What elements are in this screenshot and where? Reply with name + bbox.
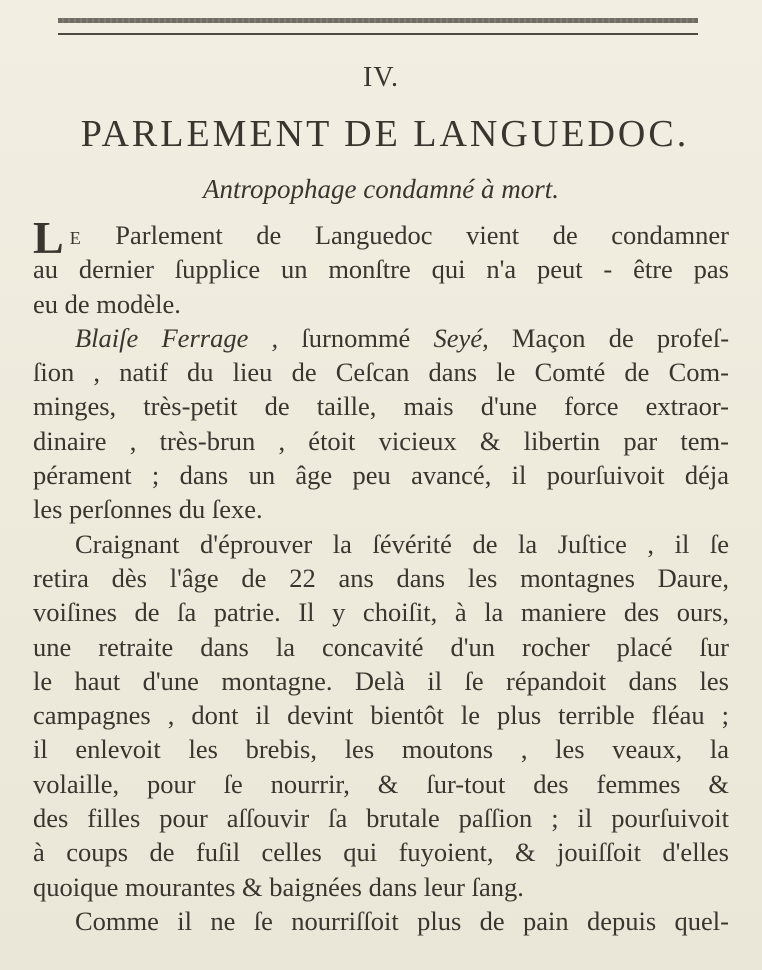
name-italic: Blaiſe Ferrage , <box>75 322 279 353</box>
text-line-1 <box>33 212 729 264</box>
chapter-numeral: IV. <box>363 62 399 93</box>
text-line-19: à coups de fuſil celles qui fuyoient, & jouiſſoit d'elles <box>33 837 729 868</box>
text-line-3: eu de modèle. <box>33 288 181 319</box>
text-line-12: voiſines de ſa patrie. Il y choiſit, à la maniere des ours, <box>33 597 729 628</box>
text-line-2: au dernier ſupplice un monſtre qui n'a peut - être pas <box>33 254 729 285</box>
drop-cap: L <box>33 212 64 264</box>
top-ornamental-rule <box>58 18 698 23</box>
text-line-5: ſion , natif du lieu de Ceſcan dans le Comté de Com- <box>33 357 729 388</box>
first-line-smallcap: E <box>69 228 82 248</box>
text-line-9: les perſonnes du ſexe. <box>33 494 263 525</box>
text-line-15: campagnes , dont il devint bientôt le plus terrible fléau ; <box>33 700 729 731</box>
text-line-10: Craignant d'éprouver la ſévérité de la Juſtice , il ſe <box>75 528 729 559</box>
first-line-text: Parlement de Languedoc vient de condamner <box>115 220 729 250</box>
line-4-rest: , Maçon de profeſ- <box>482 322 730 353</box>
page-title: PARLEMENT DE LANGUEDOC. <box>80 113 690 155</box>
body-text <box>33 212 730 938</box>
text-line-16: il enlevoit les brebis, les moutons , les veaux, la <box>33 734 729 765</box>
top-thin-rule <box>58 33 698 35</box>
text-line-18: des filles pour aſſouvir ſa brutale paſſion ; il pourſuivoit <box>33 803 729 834</box>
text-line-4 <box>33 321 729 355</box>
text-line-13: une retraite dans la concavité d'un rocher placé ſur <box>33 631 729 662</box>
text-line-17: volaille, pour ſe nourrir, & ſur-tout des femmes & <box>33 768 729 799</box>
surname-italic: Seyé <box>433 322 483 353</box>
text-line-8: pérament ; dans un âge peu avancé, il pourſuivoit déja <box>33 460 729 491</box>
text-line-7: dinaire , très-brun , étoit vicieux & libertin par tem- <box>33 425 729 456</box>
text-line-21: Comme il ne ſe nourriſſoit plus de pain depuis quel- <box>75 905 729 936</box>
page-subtitle: Antropophage condamné à mort. <box>203 174 559 204</box>
surname-label: ſurnommé <box>301 322 411 353</box>
text-line-6: minges, très-petit de taille, mais d'une force extraor- <box>33 391 729 422</box>
text-line-14: le haut d'une montagne. Delà il ſe répandoit dans les <box>33 665 729 696</box>
text-line-11: retira dès l'âge de 22 ans dans les montagnes Daure, <box>33 562 729 593</box>
text-line-20: quoique mourantes & baignées dans leur ſang. <box>33 871 524 902</box>
